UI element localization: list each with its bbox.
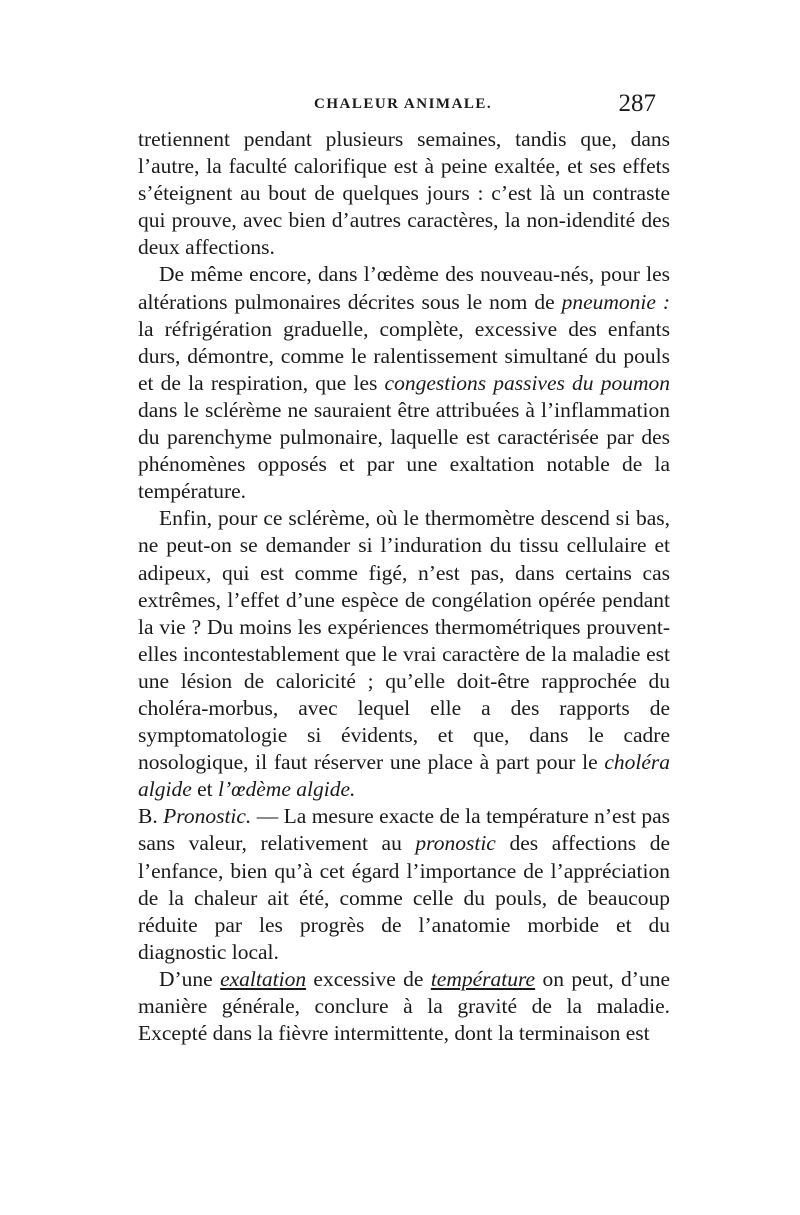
text-run: et bbox=[191, 777, 219, 802]
text-run: tretiennent pendant plusieurs semaines, tandis que, dans l’autre, la faculté calorifique est à peine exaltée, et ses effets s’éteignent au bout de quelques jours : c’est là un contraste qui prouve, avec bien d’autres caractères, la non-idendité des deux affections. bbox=[138, 127, 670, 260]
text-run: exaltation bbox=[220, 966, 307, 991]
text-run: — La mesure exacte de la température n’est pas sans valeur, relativement au bbox=[138, 804, 671, 856]
paragraph bbox=[138, 261, 670, 505]
text-run: la réfrigération graduelle, complète, excessive des enfants durs, démontre, comme le ralentissement simultané du pouls et de la respiration, que les bbox=[138, 316, 670, 395]
paragraph bbox=[138, 505, 670, 803]
text-run: pronostic bbox=[415, 831, 496, 856]
text-run: excessive de bbox=[306, 966, 431, 991]
text-run: des affections de l’enfance, bien qu’à cet égard l’importance de l’appréciation de la chaleur ait été, comme celle du pouls, de beaucoup réduite par les progrès de l’anatomie morbide et du diagnostic local. bbox=[138, 831, 670, 964]
page-number: 287 bbox=[618, 90, 656, 117]
running-title: CHALEUR ANIMALE. bbox=[314, 96, 493, 112]
paragraph bbox=[138, 126, 670, 261]
text-run: pneumonie : bbox=[561, 289, 671, 314]
text-run: De même encore, dans l’œdème des nouveau-nés, pour les altérations pulmonaires décrites sous le nom de bbox=[138, 262, 670, 314]
text-run: température bbox=[430, 966, 536, 991]
text-run: D’une bbox=[159, 966, 221, 991]
text-run: Pronostic. bbox=[163, 804, 252, 829]
paragraph bbox=[138, 966, 670, 1047]
running-head bbox=[138, 92, 670, 126]
text-run: choléra algide bbox=[138, 750, 670, 802]
text-run: dans le sclérème ne sauraient être attribuées à l’inflammation du parenchyme pulmonaire, laquelle est caractérisée par des phénomènes opposés et par une exaltation notable de la température. bbox=[138, 397, 670, 504]
text-run: l’œdème algide. bbox=[218, 777, 356, 802]
text-run: Enfin, pour ce sclérème, où le thermomètre descend si bas, ne peut-on se demander si l’induration du tissu cellulaire et adipeux, qui est comme figé, n’est pas, dans certains cas extrêmes, l’effet d’une espèce de congélation opérée pendant la vie ? Du moins les expériences thermométriques prouvent-elles incontestablement que le vrai caractère de la maladie est une lésion de caloricité ; qu’elle doit-être rapprochée du choléra-morbus, avec lequel elle a des rapports de symptomatologie si évidents, et que, dans le cadre nosologique, il faut réserver une place à part pour le bbox=[138, 506, 670, 775]
text-run: on peut, d’une manière générale, conclure à la gravité de la maladie. Excepté dans la fièvre intermittente, dont la terminaison est bbox=[138, 966, 671, 1046]
book-page bbox=[138, 92, 670, 1047]
text-run: congestions passives du poumon bbox=[384, 370, 670, 395]
body-text bbox=[138, 126, 670, 1047]
paragraph bbox=[138, 803, 670, 966]
text-run: B. bbox=[138, 804, 164, 829]
